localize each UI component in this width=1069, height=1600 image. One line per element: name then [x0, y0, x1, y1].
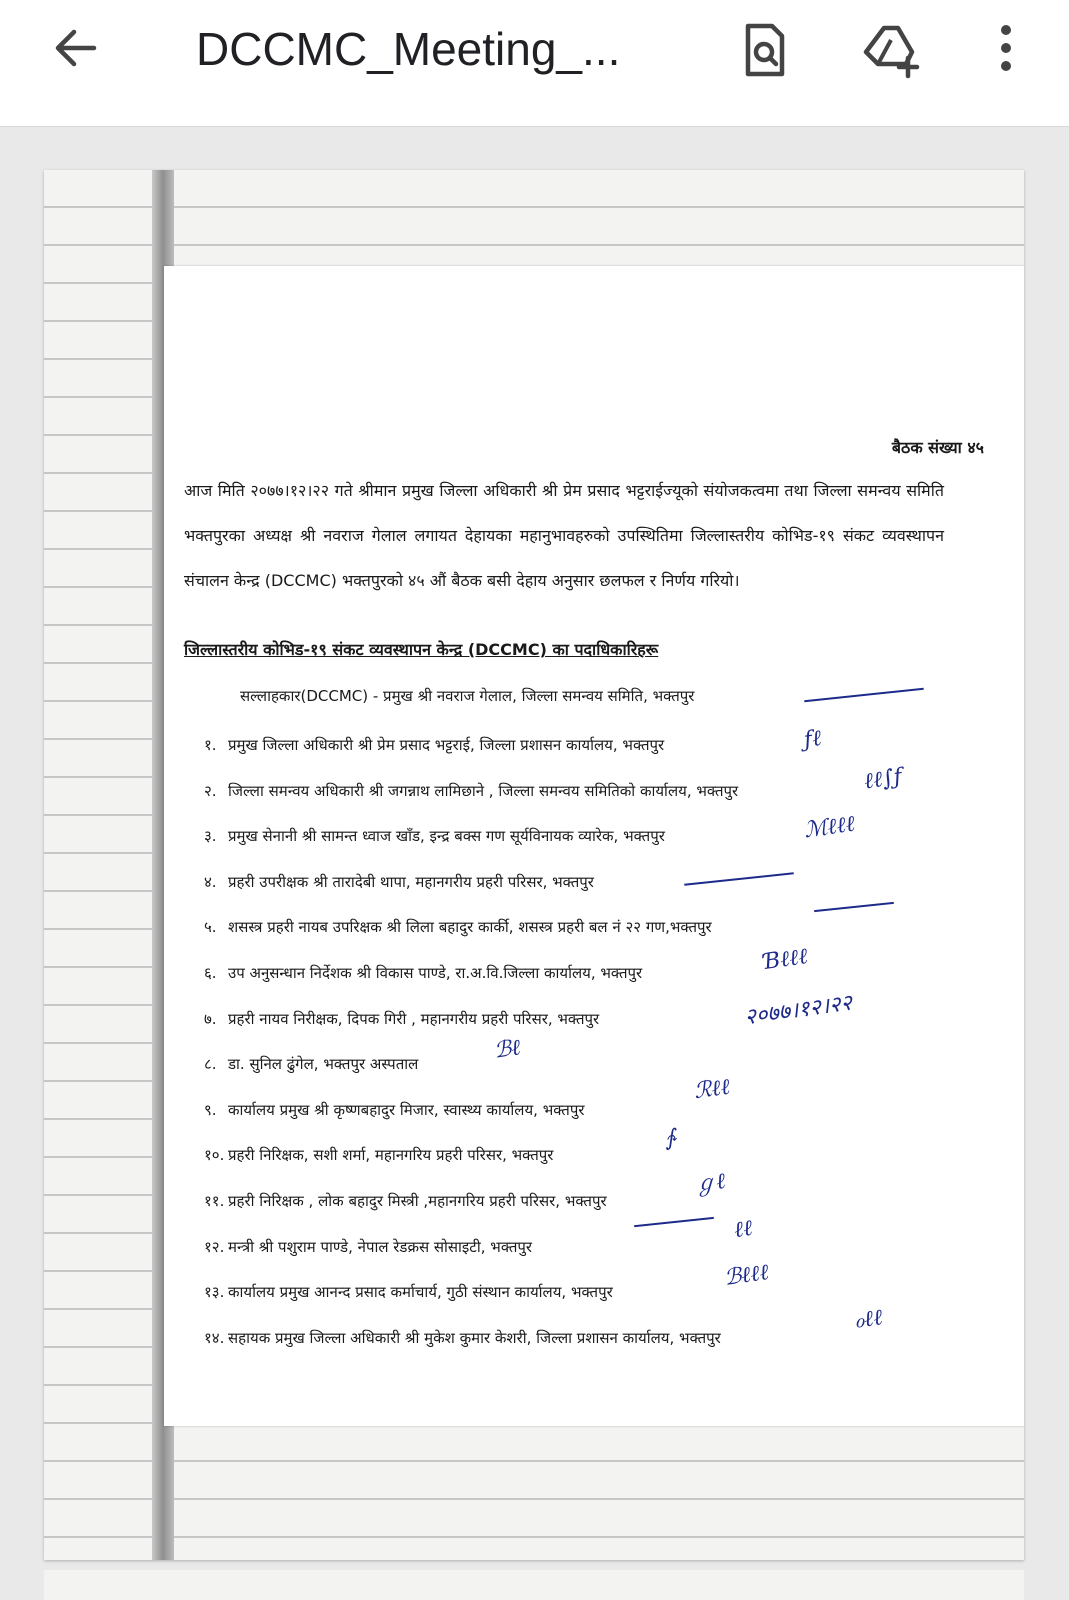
- signature-mark: ∱: [662, 1125, 678, 1152]
- member-row: ३. प्रमुख सेनानी श्री सामन्त ध्वाज खाँड, इन्द्र बक्स गण सूर्यविनायक व्यारेक, भक्तपुर: [204, 827, 665, 846]
- section-heading: जिल्लास्तरीय कोभिड-१९ संकट व्यवस्थापन केन्द्र (DCCMC) का पदाधिकारिहरू: [184, 640, 659, 659]
- member-row: १०. प्रहरी निरिक्षक, सशी शर्मा, महानगरिय प्रहरी परिसर, भक्तपुर: [204, 1146, 554, 1165]
- member-row: १३. कार्यालय प्रमुख आनन्द प्रसाद कर्माचार्य, गुठी संस्थान कार्यालय, भक्तपुर: [204, 1283, 613, 1302]
- more-options-button[interactable]: [986, 20, 1026, 80]
- signature-mark: ℳℓℓℓ: [802, 811, 857, 844]
- add-to-drive-icon: [862, 20, 922, 80]
- signature-mark: ℴℓℓ: [852, 1305, 885, 1334]
- next-page-edge: [44, 1570, 1024, 1600]
- scanned-page: [44, 170, 1024, 1560]
- signature-mark: ℛℓℓ: [692, 1074, 732, 1105]
- member-row: ४. प्रहरी उपरीक्षक श्री तारादेबी थापा, महानगरीय प्रहरी परिसर, भक्तपुर: [204, 872, 594, 891]
- back-button[interactable]: [48, 20, 104, 76]
- signature-mark: ℓℓ: [732, 1215, 755, 1244]
- signature-mark: ℬℓ: [492, 1035, 523, 1064]
- intro-paragraph: आज मिति २०७७।१२।२२ गते श्रीमान प्रमुख जिल्ला अधिकारी श्री प्रेम प्रसाद भट्टराईज्यूको संयोजकत्वमा तथा जिल्ला समन्वय समिति भक्तपुरका अध्यक्ष श्री नवराज गेलाल लगायत देहायका महानुभावहरुको उपस्थितिमा जिल्लास्तरीय कोभिड-१९ संकट व्यवस्थापन संचालन केन्द्र (DCCMC) भक्तपुरको ४५ औं बैठक बसी देहाय अनुसार छलफल र निर्णय गरियो।: [184, 481, 944, 590]
- adviser-line: सल्लाहकार(DCCMC) - प्रमुख श्री नवराज गेलाल, जिल्ला समन्वय समिति, भक्तपुर: [240, 687, 695, 705]
- member-row: १. प्रमुख जिल्ला अधिकारी श्री प्रेम प्रसाद भट्टराई, जिल्ला प्रशासन कार्यालय, भक्तपुर: [204, 736, 665, 754]
- signature-mark: ƒℓ: [802, 725, 824, 754]
- arrow-left-icon: [48, 20, 104, 76]
- find-in-document-icon: [734, 20, 794, 80]
- member-row: ७. प्रहरी नायव निरीक्षक, दिपक गिरी , महानगरीय प्रहरी परिसर, भक्तपुर: [204, 1009, 600, 1028]
- document-title: DCCMC_Meeting_...: [196, 23, 621, 75]
- member-row: २. जिल्ला समन्वय अधिकारी श्री जगन्नाथ लामिछाने , जिल्ला समन्वय समितिको कार्यालय, भक्तपुर: [204, 781, 739, 800]
- add-to-drive-button[interactable]: [862, 20, 922, 80]
- pasted-sheet: [164, 266, 1024, 1426]
- member-row: ५. शसस्त्र प्रहरी नायब उपरिक्षक श्री लिला बहादुर कार्की, शसस्त्र प्रहरी बल नं २२ गण,भक्तपुर: [204, 918, 712, 937]
- member-row: ९. कार्यालय प्रमुख श्री कृष्णबहादुर मिजार, स्वास्थ्य कार्यालय, भक्तपुर: [204, 1100, 585, 1119]
- member-row: ६. उप अनुसन्धान निर्देशक श्री विकास पाण्डे, रा.अ.वि.जिल्ला कार्यालय, भक्तपुर: [204, 963, 643, 982]
- signature-mark: ℬℓℓℓ: [722, 1259, 771, 1291]
- member-row: १२. मन्त्री श्री पशुराम पाण्डे, नेपाल रेडक्रस सोसाइटी, भक्तपुर: [204, 1237, 533, 1256]
- member-list: [204, 730, 904, 1368]
- find-in-document-button[interactable]: [734, 20, 794, 80]
- more-vertical-icon: [986, 20, 1026, 80]
- document-viewer[interactable]: [0, 127, 1069, 1600]
- member-row: १४. सहायक प्रमुख जिल्ला अधिकारी श्री मुकेश कुमार केशरी, जिल्ला प्रशासन कार्यालय, भक्तपुर: [204, 1328, 721, 1347]
- app-bar: [0, 0, 1069, 127]
- signature-mark: २०७७।१२।२२: [742, 990, 854, 1031]
- signature-mark: ℊℓ: [692, 1168, 728, 1199]
- signature-mark: ℓℓ∫ƒ: [862, 764, 904, 795]
- meeting-number: बैठक संख्या ४५: [891, 438, 984, 457]
- member-row: ११. प्रहरी निरिक्षक , लोक बहादुर मिस्त्री ,महानगरिय प्रहरी परिसर, भक्तपुर: [204, 1191, 607, 1210]
- member-row: ८. डा. सुनिल ढुंगेल, भक्तपुर अस्पताल: [204, 1055, 419, 1074]
- signature-mark: [804, 688, 924, 703]
- signature-mark: Ɓℓℓℓ: [762, 944, 810, 975]
